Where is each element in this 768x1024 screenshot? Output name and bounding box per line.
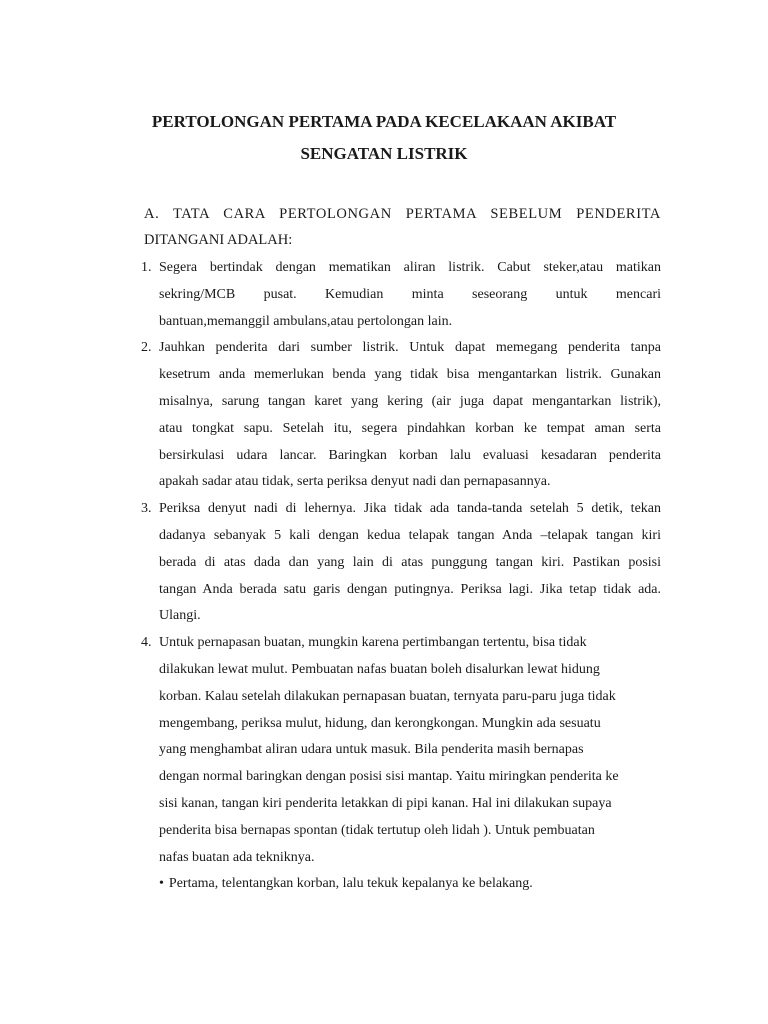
sub-bullet-item xyxy=(159,871,661,898)
list-item-number: 3. xyxy=(141,501,152,517)
section-a-heading xyxy=(144,201,661,253)
list-item-line: dadanya sebanyak 5 kali dengan kedua telapak tangan Anda –telapak tangan kiri xyxy=(159,527,661,543)
list-item-number: 2. xyxy=(141,340,152,356)
list-item-line: mengembang, periksa mulut, hidung, dan kerongkongan. Mungkin ada sesuatu xyxy=(159,715,601,731)
list-item-line: Jauhkan penderita dari sumber listrik. Untuk dapat memegang penderita tanpa xyxy=(159,340,661,356)
list-item xyxy=(141,630,661,898)
list-item-line: atau tongkat sapu. Setelah itu, segera pindahkan korban ke tempat aman serta xyxy=(159,420,661,436)
document-title xyxy=(120,106,648,170)
list-item-line: Segera bertindak dengan mematikan aliran listrik. Cabut steker,atau matikan xyxy=(159,260,661,275)
list-item-line: misalnya, sarung tangan karet yang kering (air juga dapat mengantarkan listrik), xyxy=(159,393,661,409)
instruction-list xyxy=(141,255,661,898)
list-item-line: sisi kanan, tangan kiri penderita letakkan di pipi kanan. Hal ini dilakukan supaya xyxy=(159,795,612,811)
list-item-line: penderita bisa bernapas spontan (tidak tertutup oleh lidah ). Untuk pembuatan xyxy=(159,822,595,838)
list-item-line: Ulangi. xyxy=(159,608,201,624)
list-item-line: tangan Anda berada satu garis dengan putingnya. Periksa lagi. Jika tetap tidak ada. xyxy=(159,581,661,597)
list-item-line: bersirkulasi udara lancar. Baringkan korban lalu evaluasi kesadaran penderita xyxy=(159,447,661,463)
list-item-line: sekring/MCB pusat. Kemudian minta seseorang untuk mencari xyxy=(159,286,661,302)
list-item xyxy=(141,255,661,335)
list-item-line: nafas buatan ada tekniknya. xyxy=(159,849,315,865)
list-item-line: dilakukan lewat mulut. Pembuatan nafas buatan boleh disalurkan lewat hidung xyxy=(159,661,600,677)
list-item-line: bantuan,memanggil ambulans,atau pertolongan lain. xyxy=(159,313,453,329)
list-item-line: kesetrum anda memerlukan benda yang tidak bisa mengantarkan listrik. Gunakan xyxy=(159,367,661,383)
list-item-text xyxy=(159,255,661,335)
list-item-line: Periksa denyut nadi di lehernya. Jika tidak ada tanda-tanda setelah 5 detik, tekan xyxy=(159,501,661,517)
list-item-number: 4. xyxy=(141,635,152,651)
list-item-line: dengan normal baringkan dengan posisi sisi mantap. Yaitu miringkan penderita ke xyxy=(159,769,619,785)
list-item-text xyxy=(159,630,661,898)
list-item xyxy=(141,335,661,496)
sub-bullet-text: Pertama, telentangkan korban, lalu tekuk kepalanya ke belakang. xyxy=(168,876,533,892)
document-title-line-2: SENGATAN LISTRIK xyxy=(300,144,468,163)
section-a-heading-line-1: A. TATA CARA PERTOLONGAN PERTAMA SEBELUM PENDERITA xyxy=(144,206,661,222)
document-title-line-1: PERTOLONGAN PERTAMA PADA KECELAKAAN AKIBAT xyxy=(151,112,617,131)
bullet-marker: • xyxy=(159,876,164,892)
list-item-text xyxy=(159,335,661,496)
list-item-line: Untuk pernapasan buatan, mungkin karena pertimbangan tertentu, bisa tidak xyxy=(159,635,587,651)
list-item-line: yang menghambat aliran udara untuk masuk. Bila penderita masih bernapas xyxy=(159,742,584,758)
list-item xyxy=(141,496,661,630)
list-item-number: 1. xyxy=(141,260,152,275)
list-item-text xyxy=(159,496,661,630)
section-a-heading-line-2: DITANGANI ADALAH: xyxy=(144,232,293,248)
list-item-line: korban. Kalau setelah dilakukan pernapasan buatan, ternyata paru-paru juga tidak xyxy=(159,688,616,704)
list-item-line: apakah sadar atau tidak, serta periksa denyut nadi dan pernapasannya. xyxy=(159,474,551,490)
list-item-line: berada di atas dada dan yang lain di atas punggung tangan kiri. Pastikan posisi xyxy=(159,554,661,570)
